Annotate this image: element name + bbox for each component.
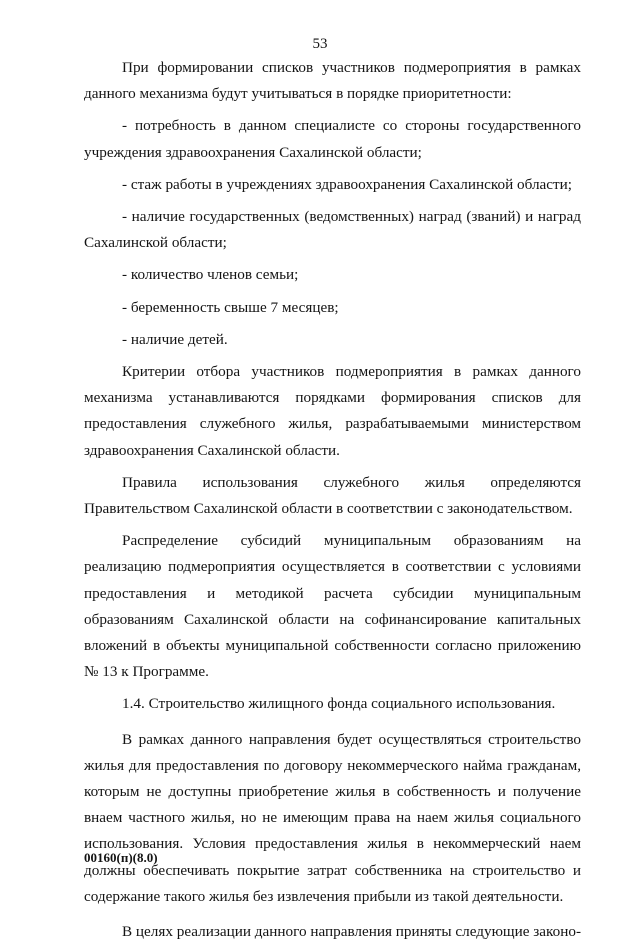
list-item-specialist-need: - потребность в данном специалисте со стороны государственного учреждения здравоохранения Сахалинской области; (84, 117, 581, 161)
paragraph-subsidy-distribution: Распределение субсидий муниципальным образованиям на реализацию подмероприятия осуществляется в соответствии с условиями предоставления и методикой расчета субсидии муниципальным образованиям Сахалинской области на софинансирование капитальных вложений в объекты муниципальной собственности согласно приложению № 13 к Программе. (84, 532, 581, 681)
page-number: 53 (312, 36, 328, 52)
list-item-children: - наличие детей. (122, 330, 228, 348)
document-code: 00160(п)(8.0) (84, 850, 158, 865)
paragraph-selection-criteria: Критерии отбора участников подмероприятия в рамках данного механизма устанавливаются порядками формирования списков для предоставления служебного жилья, разрабатываемыми министерством здравоохранения Сахалинской области. (84, 363, 581, 459)
paragraph-social-housing-description: В рамках данного направления будет осуществляться строительство жилья для предоставления по договору некоммерческого найма гражданам, которым не доступны приобретение жилья в собственность и получение внаем частного жилья, но не имеющим права на наем жилья социального использования. Условия предоставления жилья в некоммерческий наем должны обеспечивать покрытие затрат собственника на строительство и содержание такого жилья без извлечения прибыли из такой деятельности. (84, 730, 581, 905)
paragraph-housing-rules: Правила использования служебного жилья определяются Правительством Сахалинской области в соответствии с законодательством. (84, 473, 581, 518)
list-item-work-experience: - стаж работы в учреждениях здравоохранения Сахалинской области; (122, 175, 572, 193)
document-body (84, 55, 581, 945)
list-item-awards: - наличие государственных (ведомственных) наград (званий) и наград Сахалинской области; (84, 208, 581, 252)
paragraph-priority-intro: При формировании списков участников подмероприятия в рамках данного механизма будут учитываться в порядке приоритетности: (84, 59, 581, 103)
list-item-pregnancy: - беременность свыше 7 месяцев; (122, 298, 339, 316)
list-item-family-members: - количество членов семьи; (122, 266, 299, 284)
paragraph-laws-adopted: В целях реализации данного направления приняты следующие законо- (122, 923, 581, 941)
section-heading-social-housing: 1.4. Строительство жилищного фонда социального использования. (122, 695, 556, 713)
